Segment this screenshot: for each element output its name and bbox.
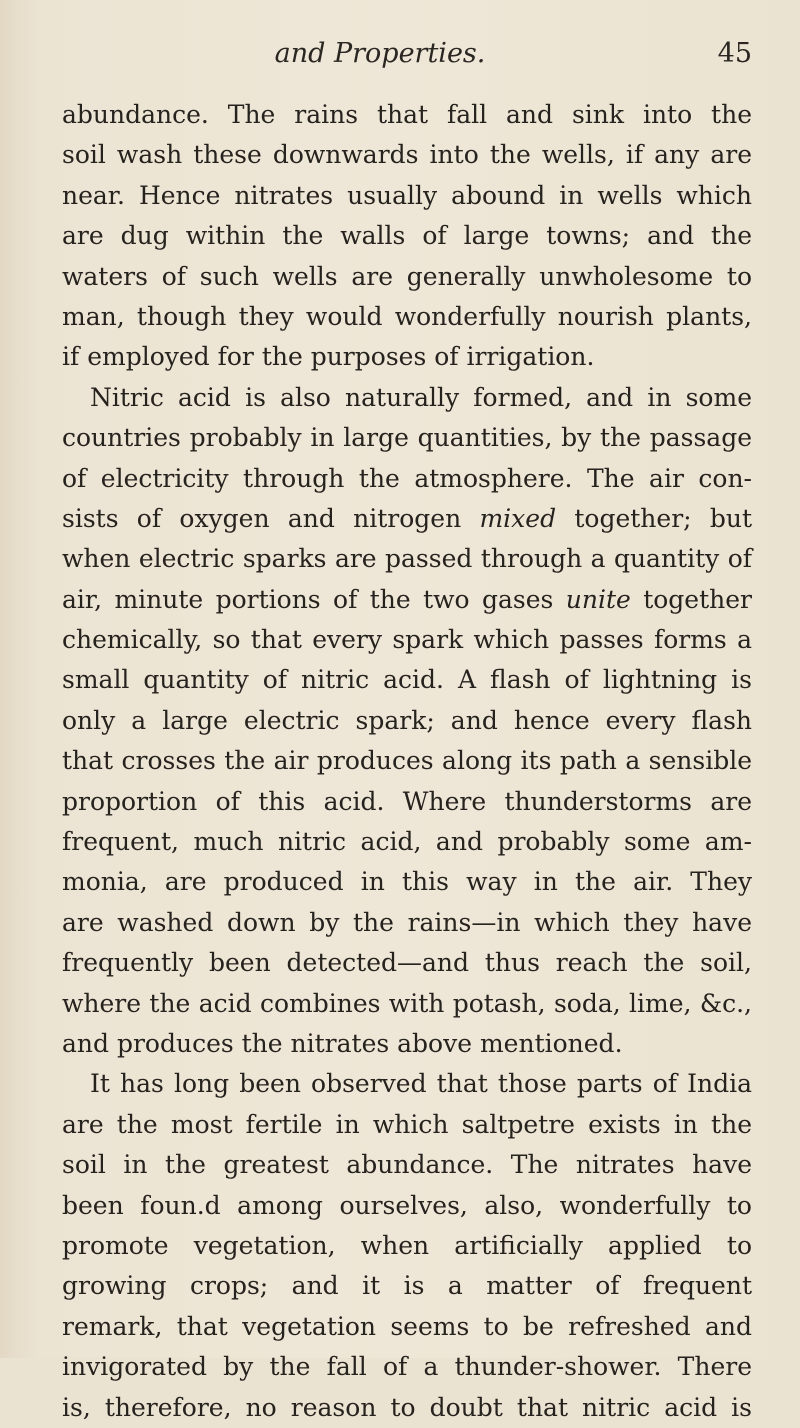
text-line: that crosses the air produces along its path a sensible [62, 746, 752, 776]
text-line: abundance. The rains that fall and sink into the [62, 100, 752, 129]
text-line: and produces the nitrates above mentioned. [62, 1028, 623, 1058]
italic-word: mixed [479, 503, 557, 533]
text-line: waters of such wells are generally unwholesome to [62, 261, 752, 291]
text-line: Nitric acid is also naturally formed, and in some [90, 382, 752, 412]
text-line: air, minute portions of the two gases unite together [62, 584, 752, 614]
text-line: small quantity of nitric acid. A flash of lightning is [62, 665, 752, 695]
text-line: promote vegetation, when artificially applied to [62, 1230, 752, 1260]
text-line: of electricity through the atmosphere. The air con- [62, 463, 752, 493]
text-line: are dug within the walls of large towns; and the [62, 221, 752, 251]
text-line: proportion of this acid. Where thunderstorms are [62, 786, 752, 816]
page-header [0, 38, 800, 78]
text-line: sists of oxygen and nitrogen mixed together; but [62, 503, 752, 533]
text-line: remark, that vegetation seems to be refreshed and [62, 1311, 752, 1341]
text-line: chemically, so that every spark which passes forms a [62, 625, 752, 655]
text-line: monia, are produced in this way in the air. They [62, 867, 752, 897]
text-line: invigorated by the fall of a thunder-shower. There [62, 1352, 752, 1382]
text-line: near. Hence nitrates usually abound in wells which [62, 180, 752, 210]
text-line: are washed down by the rains—in which they have [62, 907, 752, 937]
text-line: frequently been detected—and thus reach the soil, [62, 948, 752, 978]
text-line: when electric sparks are passed through a quantity of [62, 544, 752, 574]
text-line: only a large electric spark; and hence every flash [62, 705, 752, 735]
italic-word: unite [565, 584, 631, 614]
text-line: soil wash these downwards into the wells, if any are [62, 140, 752, 170]
body-text [62, 95, 752, 1428]
text-line: where the acid combines with potash, soda, lime, &c., [62, 988, 752, 1018]
text-line: man, though they would wonderfully nourish plants, [62, 301, 752, 331]
text-line: frequent, much nitric acid, and probably some am- [62, 827, 752, 857]
text-line: if employed for the purposes of irrigation. [62, 342, 595, 372]
text-line: growing crops; and it is a matter of frequent [62, 1271, 752, 1301]
text-line: soil in the greatest abundance. The nitrates have [62, 1150, 752, 1180]
running-title: and Properties. [274, 38, 486, 69]
text-line: been foun.d among ourselves, also, wonderfully to [62, 1190, 752, 1220]
text-line: are the most fertile in which saltpetre exists in the [62, 1109, 752, 1139]
text-line: It has long been observed that those parts of India [90, 1069, 752, 1099]
text-line: countries probably in large quantities, by the passage [62, 423, 752, 453]
page-number: 45 [717, 38, 752, 69]
text-line: is, therefore, no reason to doubt that nitric acid is [62, 1392, 752, 1422]
